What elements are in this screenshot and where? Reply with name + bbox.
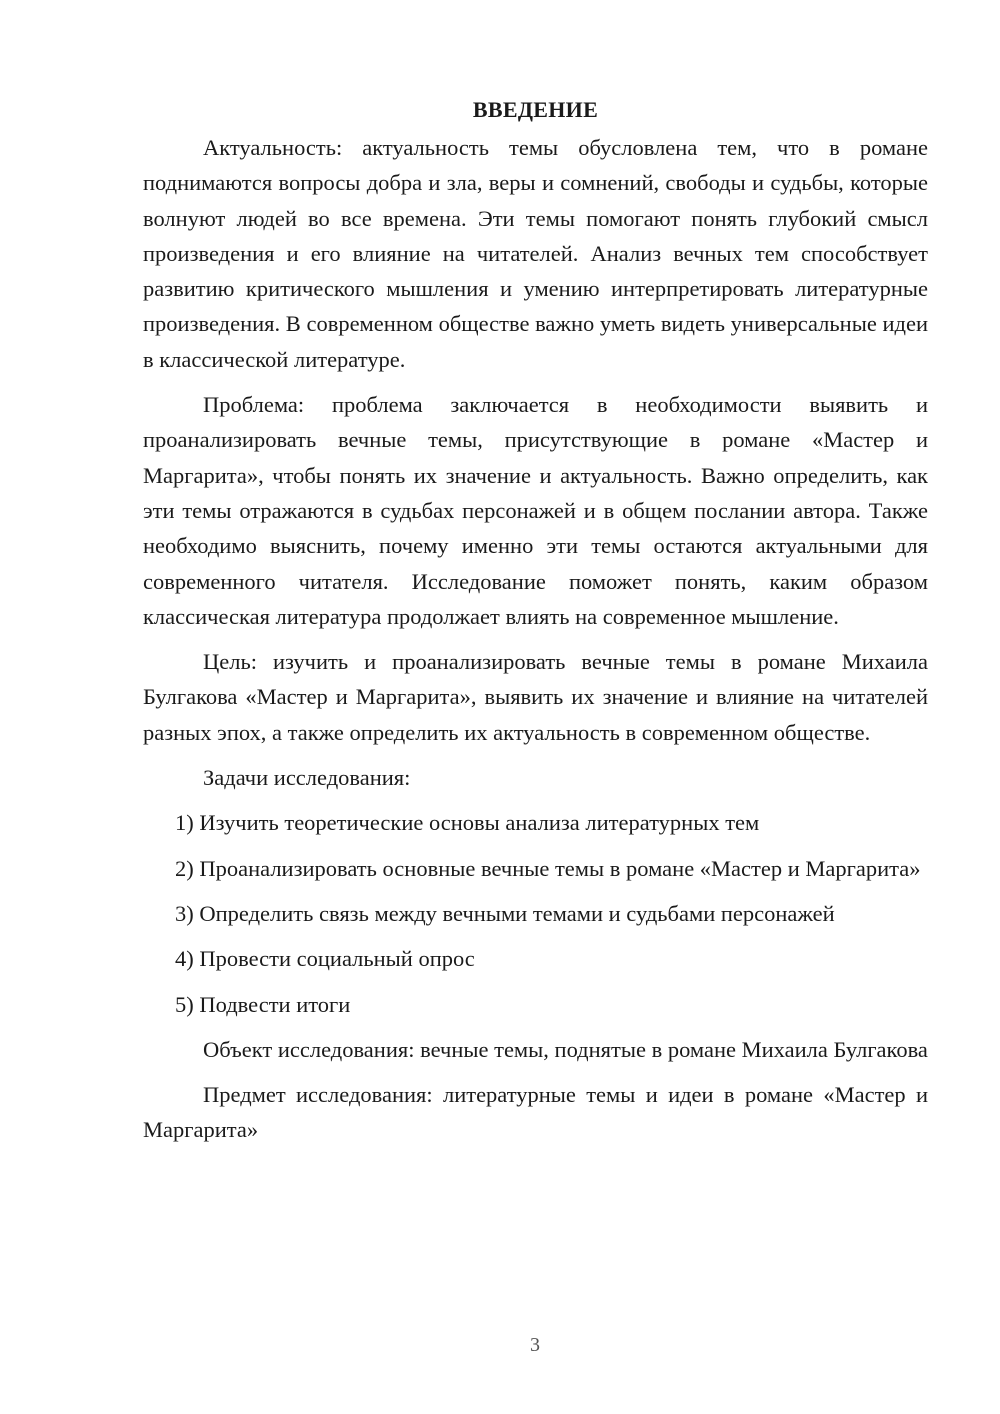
- problem-paragraph: Проблема: проблема заключается в необходимости выявить и проанализировать вечные темы, присутствующие в романе «Мастер и Маргарита», чтобы понять их значение и актуальность. Важно определить, как эти темы отражаются в судьбах персонажей и в общем послании автора. Также необходимо выяснить, почему именно эти темы остаются актуальными для современного читателя. Исследование поможет понять, каким образом классическая литература продолжает влиять на современное мышление.: [143, 392, 928, 629]
- task-item: 5) Подвести итоги: [175, 991, 351, 1017]
- subject-paragraph: Предмет исследования: литературные темы и идеи в романе «Мастер и Маргарита»: [143, 1082, 928, 1143]
- section-heading: ВВЕДЕНИЕ: [472, 97, 599, 122]
- tasks-title: Задачи исследования:: [203, 765, 411, 791]
- page-number: 3: [530, 1334, 540, 1356]
- object-paragraph: Объект исследования: вечные темы, поднятые в романе Михаила Булгакова: [203, 1036, 928, 1062]
- task-item: 3) Определить связь между вечными темами и судьбами персонажей: [175, 900, 835, 926]
- task-item: 1) Изучить теоретические основы анализа литературных тем: [175, 810, 760, 836]
- goal-paragraph: Цель: изучить и проанализировать вечные темы в романе Михаила Булгакова «Мастер и Маргарита», выявить их значение и влияние на читателей разных эпох, а также определить их актуальность в современном обществе.: [143, 649, 928, 745]
- task-item: 4) Провести социальный опрос: [175, 946, 475, 972]
- task-item: 2) Проанализировать основные вечные темы в романе «Мастер и Маргарита»: [175, 855, 921, 881]
- document-page: [143, 92, 928, 1158]
- relevance-paragraph: Актуальность: актуальность темы обусловлена тем, что в романе поднимаются вопросы добра и зла, веры и сомнений, свободы и судьбы, которые волнуют людей во все времена. Эти темы помогают понять глубокий смысл произведения и его влияние на читателей. Анализ вечных тем способствует развитию критического мышления и умению интерпретировать литературные произведения. В современном обществе важно уметь видеть универсальные идеи в классической литературе.: [143, 135, 928, 372]
